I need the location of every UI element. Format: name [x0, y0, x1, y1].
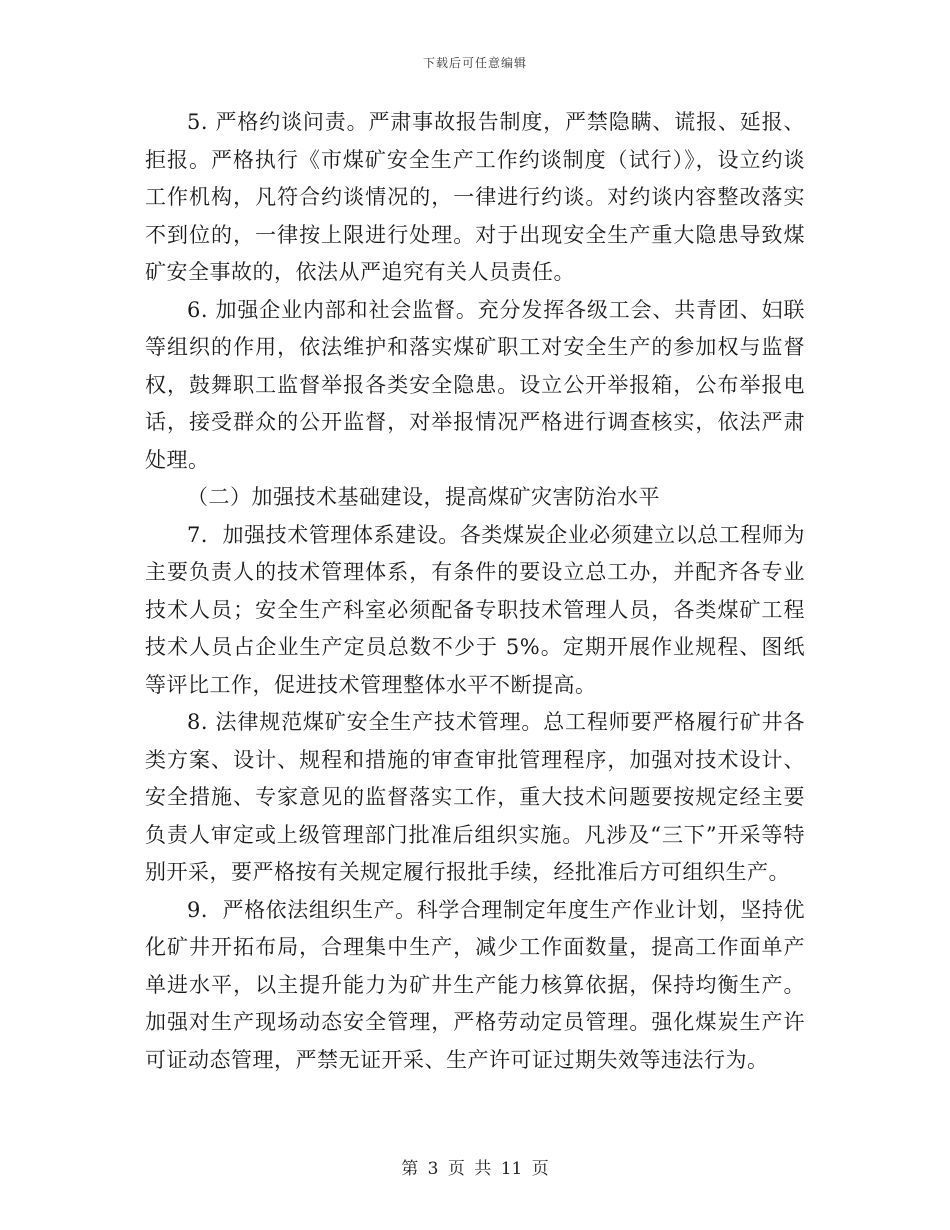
document-body [145, 104, 805, 1079]
paragraph-8-technical-regulation: 8. 法律规范煤矿安全生产技术管理。总工程师要严格履行矿井各类方案、设计、规程和措施的审查审批管理程序，加强对技术设计、安全措施、专家意见的监督落实工作，重大技术问题要按规定经主要负责人审定或上级管理部门批准后组织实施。凡涉及“三下”开采等特别开采，要严格按有关规定履行报批手续，经批准后方可组织生产。 [145, 710, 805, 884]
paragraph-7-technical-management: 7．加强技术管理体系建设。各类煤炭企业必须建立以总工程师为主要负责人的技术管理体系，有条件的要设立总工办，并配齐各专业技术人员；安全生产科室必须配备专职技术管理人员，各类煤矿工程技术人员占企业生产定员总数不少于 5%。定期开展作业规程、图纸等评比工作，促进技术管理整体水平不断提高。 [145, 522, 805, 697]
page-number: 第 3 页 共 11 页 [401, 1159, 549, 1179]
paragraph-6-supervision: 6. 加强企业内部和社会监督。充分发挥各级工会、共青团、妇联等组织的作用，依法维护和落实煤矿职工对安全生产的参加权与监督权，鼓舞职工监督举报各类安全隐患。设立公开举报箱，公布举报电话，接受群众的公开监督，对举报情况严格进行调查核实，依法严肃处理。 [145, 297, 805, 472]
paragraph-5-accountability: 5. 严格约谈问责。严肃事故报告制度，严禁隐瞒、谎报、延报、拒报。严格执行《市煤矿安全生产工作约谈制度（试行）》，设立约谈工作机构，凡符合约谈情况的，一律进行约谈。对约谈内容整改落实不到位的，一律按上限进行处理。对于出现安全生产重大隐患导致煤矿安全事故的，依法从严追究有关人员责任。 [145, 110, 805, 284]
page-header-note: 下载后可任意编辑 [422, 56, 527, 70]
paragraph-9-production: 9．严格依法组织生产。科学合理制定年度生产作业计划，坚持优化矿井开拓布局，合理集中生产，减少工作面数量，提高工作面单产单进水平，以主提升能力为矿井生产能力核算依据，保持均衡生产。加强对生产现场动态安全管理，严格劳动定员管理。强化煤炭生产许可证动态管理，严禁无证开采、生产许可证过期失效等违法行为。 [145, 897, 805, 1072]
section-heading-technical-foundation: （二）加强技术基础建设，提高煤矿灾害防治水平 [187, 485, 660, 509]
